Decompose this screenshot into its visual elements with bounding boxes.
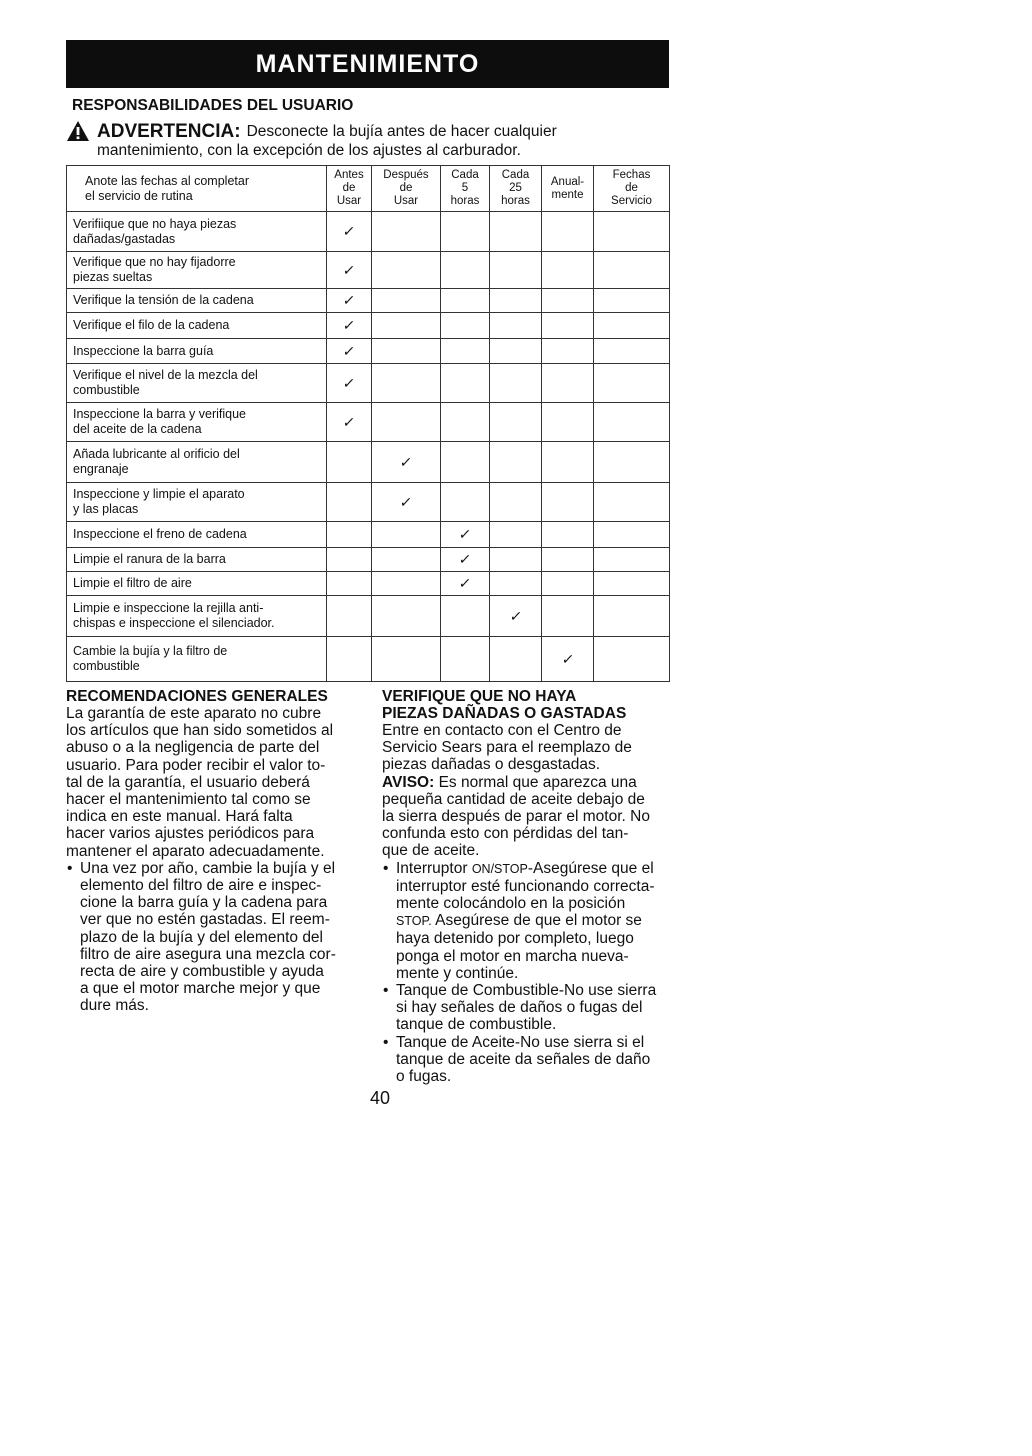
responsibilities-title: RESPONSABILIDADES DEL USUARIO (72, 97, 354, 114)
header-col-text: horas (450, 195, 480, 207)
general-text-line: indica en este manual. Hará falta (66, 808, 293, 826)
schedule-cell (372, 313, 441, 339)
schedule-cell (441, 364, 490, 403)
maintenance-schedule-table (66, 165, 670, 682)
schedule-cell (594, 442, 670, 483)
task-text: combustible (73, 383, 140, 397)
table-row (67, 596, 670, 637)
on-stop-label: ON/STOP (471, 861, 528, 876)
schedule-cell (490, 637, 542, 682)
table-row (67, 364, 670, 403)
schedule-cell (327, 403, 372, 442)
check-mark-icon: ✓ (341, 374, 357, 391)
bullet1-line: mente colocándolo en la posición (396, 895, 626, 913)
schedule-cell (594, 364, 670, 403)
schedule-cell (594, 572, 670, 596)
schedule-cell (542, 637, 594, 682)
table-header-row (67, 166, 670, 212)
verify-text-line: Entre en contacto con el Centro de (382, 722, 622, 739)
task-cell (67, 637, 327, 682)
schedule-cell (327, 596, 372, 637)
bullet1-line: mente y continúe. (396, 964, 519, 982)
header-col-3 (490, 166, 542, 212)
schedule-cell (594, 313, 670, 339)
task-text: Cambie la bujía y la filtro de (73, 644, 228, 658)
schedule-cell (441, 548, 490, 572)
task-text: y las placas (73, 502, 139, 516)
table-row (67, 289, 670, 313)
schedule-cell (372, 483, 441, 522)
schedule-cell (542, 403, 594, 442)
general-bullet-line: a que el motor marche mejor y que (80, 980, 321, 998)
schedule-cell (490, 442, 542, 483)
header-col-text: de (399, 182, 413, 194)
header-col-text: Cada (451, 169, 479, 181)
schedule-cell (490, 313, 542, 339)
table-row (67, 442, 670, 483)
schedule-cell (441, 483, 490, 522)
schedule-cell (327, 212, 372, 252)
task-text: del aceite de la cadena (73, 422, 202, 436)
header-col-text: Antes (334, 169, 364, 181)
schedule-cell (327, 313, 372, 339)
bullet2-line: si hay señales de daños o fugas del (396, 999, 643, 1017)
warning-text-line2: mantenimiento, con la excepción de los ajustes al carburador. (97, 142, 521, 159)
schedule-cell (441, 403, 490, 442)
schedule-cell (441, 289, 490, 313)
task-text: piezas sueltas (73, 270, 153, 284)
schedule-cell (594, 483, 670, 522)
schedule-cell (594, 403, 670, 442)
schedule-cell (372, 289, 441, 313)
header-col-text: Fechas (612, 169, 651, 181)
bullet2-line: • Tanque de Combustible-No use sierra (396, 982, 657, 1000)
table-row (67, 313, 670, 339)
header-col-text: Anual- (550, 175, 585, 188)
schedule-cell (441, 339, 490, 364)
bullet1-line: interruptor esté funcionando correcta- (396, 877, 655, 895)
schedule-cell (441, 596, 490, 637)
schedule-cell (372, 364, 441, 403)
task-cell (67, 339, 327, 364)
schedule-cell (490, 252, 542, 289)
schedule-cell (441, 442, 490, 483)
schedule-cell (372, 522, 441, 548)
task-text: Verifique el filo de la cadena (73, 318, 230, 332)
warning-label: ADVERTENCIA: (97, 120, 241, 142)
task-cell (67, 364, 327, 403)
fuel-tank-bullet (382, 982, 682, 1034)
general-bullet-line: ver que no estén gastadas. El reem- (80, 911, 330, 929)
schedule-cell (372, 637, 441, 682)
task-text: Verifique el nivel de la mezcla del (73, 368, 258, 382)
warning-block (66, 120, 676, 159)
schedule-cell (327, 339, 372, 364)
verify-section (382, 688, 682, 1085)
schedule-cell (441, 522, 490, 548)
header-col-text: de (342, 182, 356, 194)
bullet1-line: haya detenido por completo, luego (396, 930, 634, 948)
task-cell (67, 483, 327, 522)
schedule-cell (594, 339, 670, 364)
schedule-cell (542, 572, 594, 596)
schedule-cell (327, 548, 372, 572)
header-col-text: Cada (501, 169, 530, 181)
verify-text-line: Servicio Sears para el reemplazo de (382, 739, 632, 757)
section-banner: MANTENIMIENTO (66, 40, 669, 88)
general-bullet-line: cione la barra guía y la cadena para (80, 894, 328, 912)
schedule-cell (327, 442, 372, 483)
task-text: Inspeccione la barra y verifique (73, 407, 247, 421)
schedule-cell (490, 212, 542, 252)
aviso-text-line: pequeña cantidad de aceite debajo de (382, 790, 645, 808)
table-row (67, 403, 670, 442)
header-col-text: 5 (461, 182, 469, 194)
schedule-cell (490, 403, 542, 442)
aviso-text-line: que de aceite. (382, 842, 480, 860)
task-cell (67, 212, 327, 252)
general-bullet-line: • Una vez por año, cambie la bujía y el (80, 859, 336, 877)
task-cell (67, 403, 327, 442)
schedule-cell (490, 339, 542, 364)
task-text: Añada lubricante al orificio del (73, 447, 240, 461)
header-col-text: mente (551, 188, 584, 201)
header-first-line2: el servicio de rutina (85, 188, 193, 203)
check-mark-icon: ✓ (341, 292, 357, 308)
bullet1-first-rest: -Asegúrese que el (527, 859, 654, 877)
schedule-cell (542, 596, 594, 637)
check-mark-icon: ✓ (398, 453, 414, 470)
task-cell (67, 522, 327, 548)
schedule-cell (490, 522, 542, 548)
schedule-cell (542, 522, 594, 548)
page-number: 40 (370, 1088, 391, 1108)
task-cell (67, 313, 327, 339)
check-mark-icon: ✓ (341, 261, 357, 278)
schedule-cell (542, 442, 594, 483)
general-bullet-line: dure más. (80, 997, 149, 1015)
table-row (67, 548, 670, 572)
schedule-cell (594, 252, 670, 289)
schedule-cell (542, 364, 594, 403)
bullet3-line: o fugas. (396, 1068, 452, 1086)
table-row (67, 572, 670, 596)
schedule-cell (490, 572, 542, 596)
header-col-4 (542, 166, 594, 212)
header-col-text: horas (501, 195, 530, 207)
verify-title-line2: PIEZAS DAÑADAS O GASTADAS (382, 705, 627, 722)
general-text-line: abuso o a la negligencia de parte del (66, 739, 320, 757)
table-row (67, 483, 670, 522)
schedule-cell (372, 596, 441, 637)
task-cell (67, 252, 327, 289)
schedule-cell (542, 483, 594, 522)
warning-text-line1: Desconecte la bujía antes de hacer cualquier (246, 122, 557, 140)
general-text-line: hacer varios ajustes periódicos para (66, 825, 315, 843)
warning-triangle-icon (66, 120, 90, 142)
general-text-line: los artículos que han sido sometidos al (66, 722, 334, 740)
task-text: combustible (73, 659, 140, 673)
task-text: Limpie e inspeccione la rejilla anti- (73, 601, 264, 615)
schedule-cell (594, 289, 670, 313)
header-col-5 (594, 166, 670, 212)
table-row (67, 339, 670, 364)
schedule-cell (490, 596, 542, 637)
task-text: Verifiique que no haya piezas (73, 216, 237, 231)
schedule-cell (490, 364, 542, 403)
schedule-cell (372, 403, 441, 442)
schedule-cell (327, 572, 372, 596)
check-mark-icon: ✓ (457, 551, 473, 567)
aviso-first-line (382, 774, 682, 791)
task-text: dañadas/gastadas (73, 231, 176, 246)
task-cell (67, 442, 327, 483)
schedule-cell (327, 483, 372, 522)
task-text: Limpie el filtro de aire (73, 576, 192, 590)
check-mark-icon: ✓ (457, 575, 473, 591)
schedule-cell (594, 548, 670, 572)
on-stop-bullet (382, 860, 682, 982)
aviso-first-text: Es normal que aparezca una (438, 773, 637, 791)
task-text: Verifique la tensión de la cadena (73, 293, 254, 307)
bullet3-line: • Tanque de Aceite-No use sierra si el (396, 1033, 645, 1051)
task-cell (67, 572, 327, 596)
check-mark-icon: ✓ (341, 317, 357, 333)
task-text: Verifique que no hay fijadorre (73, 255, 236, 269)
schedule-cell (372, 548, 441, 572)
schedule-cell (327, 289, 372, 313)
general-title: RECOMENDACIONES GENERALES (66, 688, 328, 705)
general-text-line: usuario. Para poder recibir el valor to- (66, 756, 326, 774)
task-text: Inspeccione la barra guía (73, 343, 214, 358)
header-col-text: 25 (509, 182, 522, 194)
schedule-cell (441, 212, 490, 252)
header-first-cell (67, 166, 327, 212)
table-row (67, 637, 670, 682)
general-bullet-line: filtro de aire asegura una mezcla cor- (80, 945, 336, 963)
oil-tank-bullet (382, 1034, 682, 1086)
schedule-cell (372, 252, 441, 289)
schedule-cell (594, 637, 670, 682)
schedule-cell (372, 442, 441, 483)
header-col-text: Usar (336, 195, 362, 207)
aviso-text-line: confunda esto con pérdidas del tan- (382, 825, 629, 843)
header-first-line1: Anote las fechas al completar (85, 173, 249, 188)
schedule-cell (490, 483, 542, 522)
schedule-cell (441, 572, 490, 596)
general-bullet-line: elemento del filtro de aire e inspec- (80, 877, 322, 895)
aviso-text-line: la sierra después de parar el motor. No (382, 808, 650, 826)
schedule-cell (542, 289, 594, 313)
task-cell (67, 548, 327, 572)
header-col-1 (372, 166, 441, 212)
general-bullet (66, 860, 366, 1015)
check-mark-icon: ✓ (457, 526, 473, 542)
schedule-cell (490, 548, 542, 572)
general-text-line: hacer el mantenimiento tal como se (66, 791, 311, 809)
schedule-cell (372, 572, 441, 596)
schedule-cell (594, 522, 670, 548)
general-recommendations (66, 688, 366, 1015)
check-mark-icon: ✓ (341, 223, 357, 239)
aviso-label: AVISO: (382, 773, 435, 791)
general-bullet-line: plazo de la bujía y del elemento del (80, 928, 323, 946)
table-row (67, 522, 670, 548)
schedule-cell (542, 313, 594, 339)
task-cell (67, 289, 327, 313)
schedule-cell (542, 339, 594, 364)
schedule-cell (542, 252, 594, 289)
bullet1-after-stop: Asegúrese de que el motor se (435, 912, 642, 930)
schedule-cell (441, 637, 490, 682)
schedule-cell (441, 313, 490, 339)
table-row (67, 212, 670, 252)
general-text-line: tal de la garantía, el usuario deberá (66, 773, 310, 791)
task-text: Inspeccione y limpie el aparato (73, 487, 245, 501)
schedule-cell (542, 548, 594, 572)
check-mark-icon: ✓ (508, 607, 523, 624)
header-col-text: Servicio (611, 195, 652, 207)
general-text-line: mantener el aparato adecuadamente. (66, 842, 325, 860)
check-mark-icon: ✓ (341, 413, 357, 430)
bullet1-line: ponga el motor en marcha nueva- (396, 947, 629, 965)
task-text: Limpie el ranura de la barra (73, 552, 226, 566)
schedule-cell (327, 252, 372, 289)
schedule-cell (327, 522, 372, 548)
bullet2-line: tanque de combustible. (396, 1016, 557, 1034)
schedule-cell (327, 364, 372, 403)
schedule-cell (441, 252, 490, 289)
verify-title-line1: VERIFIQUE QUE NO HAYA (382, 688, 577, 705)
header-col-text: Después (383, 169, 429, 181)
bullet1-prefix: Interruptor (396, 859, 468, 877)
task-text: chispas e inspeccione el silenciador. (73, 616, 275, 630)
verify-text-line: piezas dañadas o desgastadas. (382, 756, 601, 774)
schedule-cell (542, 212, 594, 252)
schedule-cell (594, 596, 670, 637)
header-col-text: Usar (393, 195, 419, 207)
schedule-cell (594, 212, 670, 252)
header-col-text: de (625, 182, 638, 194)
general-bullet-line: recta de aire y combustible y ayuda (80, 963, 324, 981)
check-mark-icon: ✓ (398, 493, 414, 510)
header-col-0 (327, 166, 372, 212)
task-cell (67, 596, 327, 637)
check-mark-icon: ✓ (560, 650, 575, 667)
header-col-2 (441, 166, 490, 212)
schedule-cell (490, 289, 542, 313)
stop-label: STOP. (396, 914, 432, 929)
general-text-line: La garantía de este aparato no cubre (66, 705, 322, 722)
schedule-cell (372, 212, 441, 252)
schedule-cell (327, 637, 372, 682)
task-text: engranaje (73, 462, 129, 476)
task-text: Inspeccione el freno de cadena (73, 527, 247, 541)
check-mark-icon: ✓ (341, 342, 357, 359)
schedule-cell (372, 339, 441, 364)
bullet3-line: tanque de aceite da señales de daño (396, 1050, 651, 1068)
table-row (67, 252, 670, 289)
